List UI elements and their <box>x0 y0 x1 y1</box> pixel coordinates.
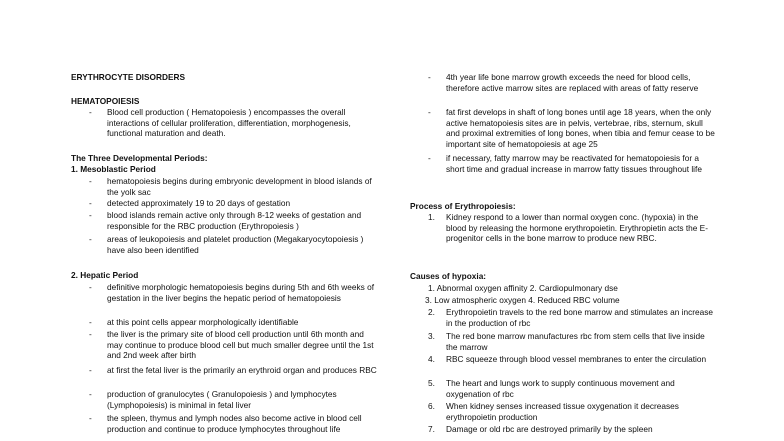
hepatic-bullet: - at first the fetal liver is the primarily an erythroid organ and produces RBC <box>89 365 377 375</box>
hepatic-bullet: - the liver is the primary site of blood cell production until 6th month and may continue to produce blood cell but much smaller degree until the 1st and 2nd week after birth <box>89 329 374 361</box>
causes-list-line: 1. Abnormal oxygen affinity 2. Cardiopulmonary dse <box>428 283 618 293</box>
marrow-bullet: - 4th year life bone marrow growth exceeds the need for blood cells, therefore active marrow sites are replaced with areas of fatty reserve <box>428 72 699 93</box>
marrow-bullet: - if necessary, fatty marrow may be reactivated for hematopoiesis for a short time and gradual increase in marrow fatty tissues throughout life <box>428 153 702 174</box>
hepatic-bullet: - the spleen, thymus and lymph nodes also become active in blood cell production and continue to produce lymphocytes throughout life <box>89 413 362 434</box>
hepatic-bullet: - production of granulocytes ( Granulopoiesis ) and lymphocytes (Lymphopoiesis) is minimal in fetal liver <box>89 389 337 410</box>
causes-item: 6. When kidney senses increased tissue oxygenation it decreases erythropoietin production <box>428 401 679 422</box>
process-heading: Process of Erythropoiesis: <box>410 201 516 211</box>
hepatic-heading: 2. Hepatic Period <box>71 270 139 280</box>
document-title: ERYTHROCYTE DISORDERS <box>71 72 186 82</box>
mesoblastic-heading: 1. Mesoblastic Period <box>71 164 156 174</box>
process-item: 1. Kidney respond to a lower than normal oxygen conc. (hypoxia) in the blood by releasing the hormone erythropoietin. Erythropietin acts the E-progenitor cells in the bone marrow to produce new RBC. <box>428 212 708 244</box>
periods-heading: The Three Developmental Periods: <box>71 153 208 163</box>
meso-bullet: - detected approximately 19 to 20 days of gestation <box>89 198 291 208</box>
hematopoiesis-heading: HEMATOPOIESIS <box>71 96 140 106</box>
causes-list-line: 3. Low atmospheric oxygen 4. Reduced RBC volume <box>425 295 620 305</box>
hepatic-bullet: - at this point cells appear morphologically identifiable <box>89 317 299 327</box>
meso-bullet: - blood islands remain active only through 8-12 weeks of gestation and responsible for the RBC production (Erythropoiesis ) <box>89 210 362 231</box>
causes-item: 3. The red bone marrow manufactures rbc from stem cells that live inside the marrow <box>428 331 705 352</box>
causes-item: 4. RBC squeeze through blood vessel membranes to enter the circulation <box>428 354 707 364</box>
causes-item: 7. Damage or old rbc are destroyed primarily by the spleen <box>428 424 653 434</box>
hema-bullet: - Blood cell production ( Hematopoiesis ) encompasses the overall interactions of cellular proliferation, differentiation, morphogenesis, functional maturation and death. <box>89 107 351 139</box>
meso-bullet: - areas of leukopoiesis and platelet production (Megakaryocytopoiesis ) have also been identified <box>89 234 364 255</box>
meso-bullet: - hematopoiesis begins during embryonic development in blood islands of the yolk sac <box>89 176 372 197</box>
hepatic-bullet: - definitive morphologic hematopoiesis begins during 5th and 6th weeks of gestation in the liver begins the hepatic period of hematopoiesis <box>89 282 375 303</box>
causes-item: 2. Erythropoietin travels to the red bone marrow and stimulates an increase in the production of rbc <box>428 307 714 328</box>
causes-heading: Causes of hypoxia: <box>410 271 487 281</box>
marrow-bullet: - fat first develops in shaft of long bones until age 18 years, when the only active hematopoiesis sites are in pelvis, vertebrae, ribs, sternum, skull and proximal extremities of long bones, when tibia and femur cease to be important site of hematopoiesis at age 25 <box>428 107 715 149</box>
causes-item: 5. The heart and lungs work to supply continuous movement and oxygenation of rbc <box>428 378 675 399</box>
